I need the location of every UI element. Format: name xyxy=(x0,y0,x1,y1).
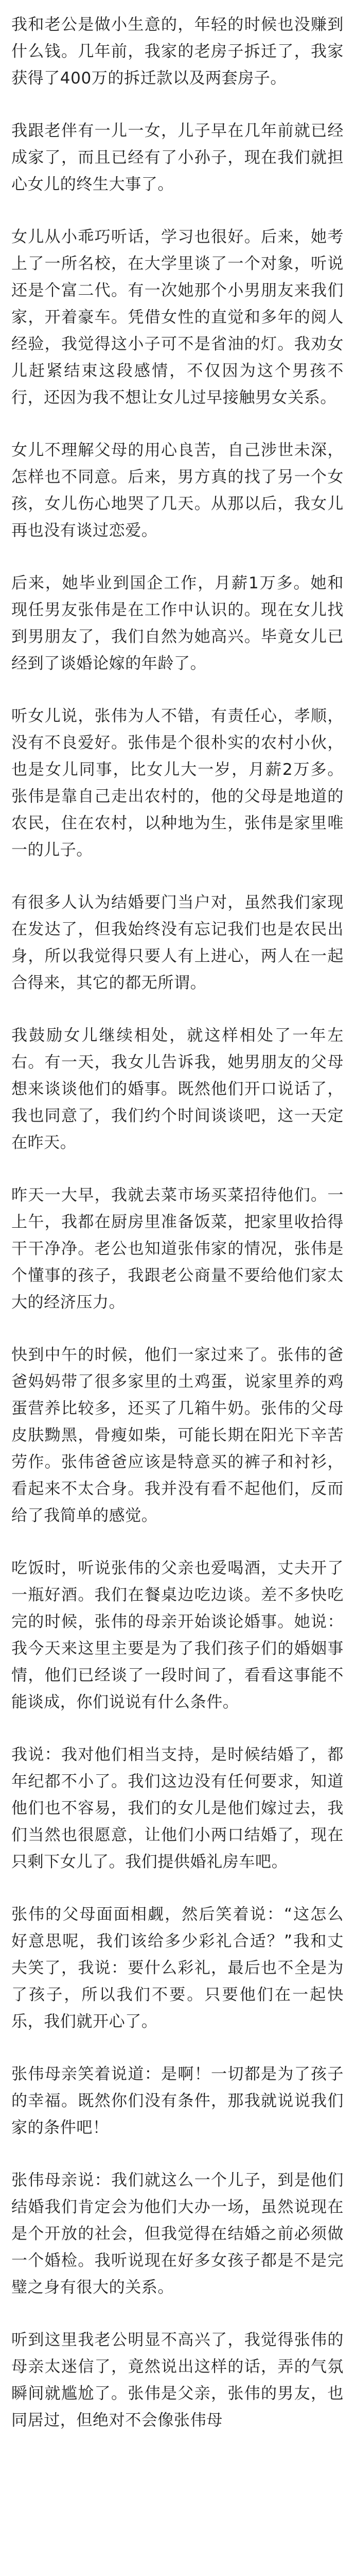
paragraph-8: 我鼓励女儿继续相处，就这样相处了一年左右。有一天，我女儿告诉我，她男朋友的父母想来谈谈他们的婚事。既然他们开口说话了，我也同意了，我们约个时间谈谈吧，这一天定在昨天。 xyxy=(11,1026,344,1152)
paragraph-9: 昨天一大早，我就去菜市场买菜招待他们。一上午，我都在厨房里准备饭菜，把家里收拾得干干净净。老公也知道张伟家的情况，张伟是个懂事的孩子，我跟老公商量不要给他们家太大的经济压力。 xyxy=(11,1186,344,1312)
paragraph-13: 张伟的父母面面相觑，然后笑着说：“这怎么好意思呢，我们该给多少彩礼合适？”我和丈夫笑了，我说：要什么彩礼，最后也不全是为了孩子，所以我们不要。只要他们在一起快乐，我们就开心了。 xyxy=(11,1905,344,2031)
paragraph-5: 后来，她毕业到国企工作，月薪1万多。她和现任男友张伟是在工作中认识的。现在女儿找到男朋友了，我们自然为她高兴。毕竟女儿已经到了谈婚论嫁的年龄了。 xyxy=(11,574,344,673)
paragraph-6: 听女儿说，张伟为人不错，有责任心，孝顺，没有不良爱好。张伟是个很朴实的农村小伙，也是女儿同事，比女儿大一岁，月薪2万多。张伟是靠自己走出农村的，他的父母是地道的农民，住在农村，以种地为生，张伟是家里唯一的儿子。 xyxy=(11,707,344,859)
paragraph-14: 张伟母亲笑着说道：是啊！一切都是为了孩子的幸福。既然你们没有条件，那我就说说我们家的条件吧！ xyxy=(11,2065,344,2137)
paragraph-10: 快到中午的时候，他们一家过来了。张伟的爸爸妈妈带了很多家里的土鸡蛋，说家里养的鸡蛋营养比较多，还买了几箱牛奶。张伟的父母皮肤黝黑，骨瘦如柴，可能长期在阳光下辛苦劳作。张伟爸爸应该是特意买的裤子和衬衫，看起来不太合身。我并没有看不起他们，反而给了我简单的感觉。 xyxy=(11,1346,344,1525)
paragraph-4: 女儿不理解父母的用心良苦，自己涉世未深，怎样也不同意。后来，男方真的找了另一个女孩，女儿伤心地哭了几天。从那以后，我女儿再也没有谈过恋爱。 xyxy=(11,441,344,540)
paragraph-7: 有很多人认为结婚要门当户对，虽然我们家现在发达了，但我始终没有忘记我们也是农民出身，所以我觉得只要人有上进心，两人在一起合得来，其它的都无所谓。 xyxy=(11,893,344,992)
paragraph-11: 吃饭时，听说张伟的父亲也爱喝酒，丈夫开了一瓶好酒。我们在餐桌边吃边谈。差不多快吃完的时候，张伟的母亲开始谈论婚事。她说：我今天来这里主要是为了我们孩子们的婚姻事情，他们已经谈了一段时间了，看看这事能不能谈成，你们说说有什么条件。 xyxy=(11,1559,344,1711)
paragraph-2: 我跟老伴有一儿一女，儿子早在几年前就已经成家了，而且已经有了小孙子，现在我们就担心女儿的终生大事了。 xyxy=(11,122,344,194)
paragraph-15: 张伟母亲说：我们就这么一个儿子，到是他们结婚我们肯定会为他们大办一场，虽然说现在是个开放的社会，但我觉得在结婚之前必须做一个婚检。我听说现在好多女孩子都是不是完璧之身有很大的关系。 xyxy=(11,2171,344,2297)
paragraph-16: 听到这里我老公明显不高兴了，我觉得张伟的母亲太迷信了，竟然说出这样的话，弄的气氛瞬间就尴尬了。张伟是父亲，张伟的男友，也同居过，但绝对不会像张伟母 xyxy=(11,2331,344,2430)
paragraph-3: 女儿从小乖巧听话，学习也很好。后来，她考上了一所名校，在大学里谈了一个对象，听说还是个富二代。有一次她那个小男朋友来我们家，开着豪车。凭借女性的直觉和多年的阅人经验，我觉得这小子可不是省油的灯。我劝女儿赶紧结束这段感情，不仅因为这个男孩不行，还因为我不想让女儿过早接触男女关系。 xyxy=(11,228,344,407)
paragraph-1: 我和老公是做小生意的，年轻的时候也没赚到什么钱。几年前，我家的老房子拆迁了，我家获得了400万的拆迁款以及两套房子。 xyxy=(11,15,344,88)
paragraph-12: 我说：我对他们相当支持，是时候结婚了，都年纪都不小了。我们这边没有任何要求，知道他们也不容易，我们的女儿是他们嫁过去，我们当然也很愿意，让他们小两口结婚了，现在只剩下女儿了。我们提供婚礼房车吧。 xyxy=(11,1745,344,1871)
